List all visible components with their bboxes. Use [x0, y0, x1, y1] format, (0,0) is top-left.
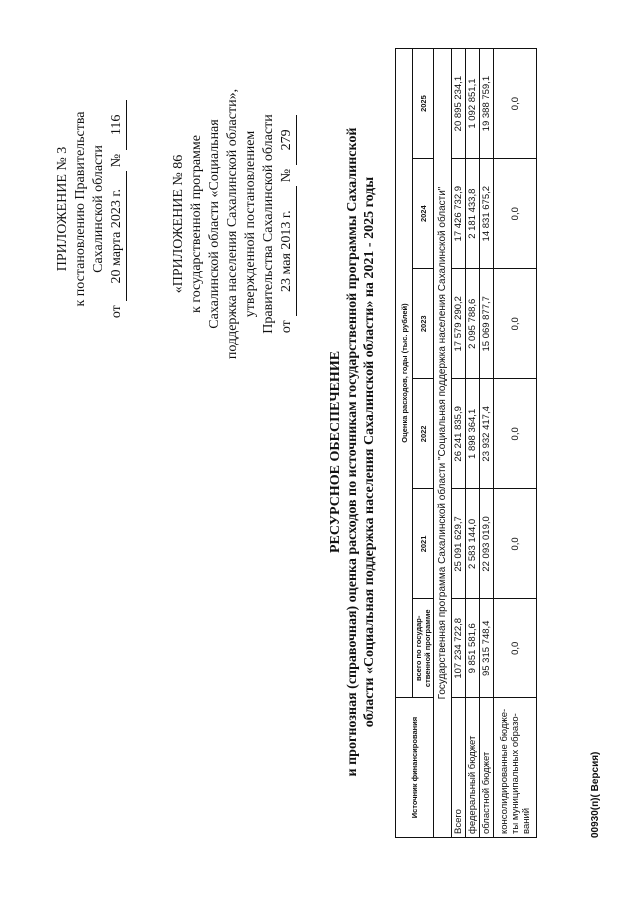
appendix86-line: Сахалинской области «Социальная	[207, 119, 222, 329]
year-cell: 23 932 417,4	[480, 379, 494, 489]
resources-table	[395, 48, 537, 838]
heading-line: и прогнозная (справочная) оценка расходов по источникам государственной программы Сахалинской	[345, 127, 360, 777]
appendix-title: ПРИЛОЖЕНИЕ № 3	[55, 146, 70, 272]
col-year-header: 2022	[413, 379, 434, 489]
document-heading	[327, 0, 378, 904]
appendix-line: к постановлению Правительства	[73, 111, 88, 307]
appendix86-number: 279	[278, 115, 297, 165]
col-group-header: Оценка расходов, годы (тыс. рублей)	[396, 49, 413, 698]
appendix-line: Сахалинской области	[91, 145, 106, 273]
total-cell: 95 315 748,4	[480, 599, 494, 698]
year-cell: 0,0	[494, 159, 537, 269]
total-cell: 107 234 722,8	[452, 599, 466, 698]
appendix86-line: поддержка населения Сахалинской области»,	[225, 88, 240, 360]
total-cell: 0,0	[494, 599, 537, 698]
source-cell: Всего	[452, 698, 466, 838]
col-year-header: 2024	[413, 159, 434, 269]
appendix86-date: 23 мая 2013 г.	[278, 186, 297, 316]
year-cell: 0,0	[494, 489, 537, 599]
appendix-date-line	[108, 34, 127, 384]
col-total-header: всего по государ-ственной программе	[413, 599, 434, 698]
year-cell: 2 095 788,6	[466, 269, 480, 379]
appendix86-line: утвержденной постановлением	[243, 130, 258, 318]
col-year-header: 2021	[413, 489, 434, 599]
source-cell: областной бюджет	[480, 698, 494, 838]
year-cell: 2 583 144,0	[466, 489, 480, 599]
year-cell: 0,0	[494, 49, 537, 159]
appendix86-line: к государственной программе	[189, 135, 204, 313]
year-cell: 2 181 433,8	[466, 159, 480, 269]
year-cell: 1 898 364,1	[466, 379, 480, 489]
year-cell: 25 091 629,7	[452, 489, 466, 599]
year-cell: 17 579 290,2	[452, 269, 466, 379]
appendix-date: 20 марта 2023 г.	[108, 171, 127, 301]
year-cell: 20 895 234,1	[452, 49, 466, 159]
year-cell: 19 388 759,1	[480, 49, 494, 159]
footer-code: 00930(п)( Версия)	[590, 751, 601, 838]
table-row	[494, 49, 537, 838]
year-cell: 22 093 019,0	[480, 489, 494, 599]
year-cell: 0,0	[494, 269, 537, 379]
col-source-header: Источник финансирования	[396, 698, 434, 838]
appendix86-block	[170, 24, 297, 424]
table-row	[466, 49, 480, 838]
col-year-header: 2023	[413, 269, 434, 379]
program-row: Государственная программа Сахалинской области "Социальная поддержка населения Сахалинской области"	[434, 49, 452, 838]
from-label: от	[279, 320, 294, 334]
appendix86-line: Правительства Сахалинской области	[261, 114, 276, 334]
year-cell: 17 426 732,9	[452, 159, 466, 269]
year-cell: 1 092 851,1	[466, 49, 480, 159]
heading-line: РЕСУРСНОЕ ОБЕСПЕЧЕНИЕ	[328, 350, 343, 554]
total-cell: 9 851 581,6	[466, 599, 480, 698]
table-row	[480, 49, 494, 838]
col-year-header: 2025	[413, 49, 434, 159]
year-cell: 26 241 835,9	[452, 379, 466, 489]
year-cell: 15 069 877,7	[480, 269, 494, 379]
appendix86-date-line	[278, 24, 297, 424]
appendix86-title: «ПРИЛОЖЕНИЕ № 86	[171, 154, 186, 294]
number-label: №	[279, 168, 294, 183]
from-label: от	[109, 305, 124, 319]
source-cell: консолидированные бюдже-ты муниципальных образо-ваний	[494, 698, 537, 838]
appendix-number: 116	[108, 100, 127, 150]
table-row	[452, 49, 466, 838]
year-cell: 0,0	[494, 379, 537, 489]
appendix-block	[54, 34, 127, 384]
source-cell: федеральный бюджет	[466, 698, 480, 838]
number-label: №	[109, 153, 124, 168]
heading-line: области «Социальная поддержка населения Сахалинской области» на 2021 - 2025 годы	[362, 176, 377, 728]
year-cell: 14 831 675,2	[480, 159, 494, 269]
